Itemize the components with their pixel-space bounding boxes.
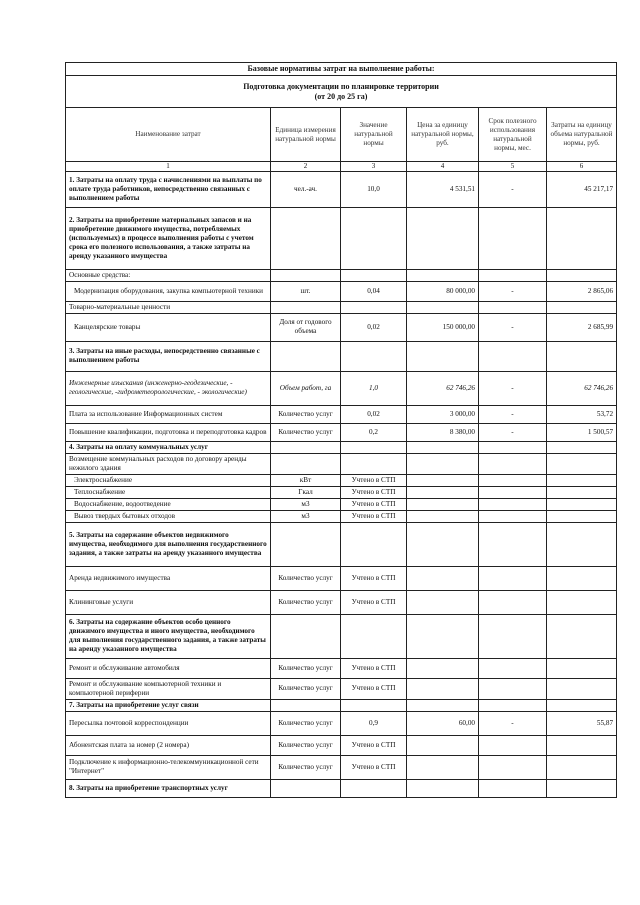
price-cell [407,301,479,313]
price-cell [407,735,479,755]
unit-cell: м3 [271,498,341,510]
norm-value-cell: Учтено в СТП [341,498,407,510]
norm-value-cell [341,614,407,658]
norm-value-cell: 10,0 [341,171,407,207]
cost-cell [547,341,617,371]
column-headers [66,108,617,162]
unit-cell: Доля от годового объема [271,313,341,341]
term-cell [479,735,547,755]
term-cell [479,510,547,522]
table-row [66,171,617,207]
term-cell [479,207,547,269]
col-header-value: Значение натуральной нормы [341,108,407,162]
norm-value-cell: Учтено в СТП [341,566,407,590]
cost-cell: 2 865,06 [547,281,617,301]
norm-value-cell: 0,2 [341,423,407,441]
cost-cell [547,207,617,269]
unit-cell: Объем работ, га [271,371,341,405]
cost-item-name: Клининговые услуги [66,590,271,614]
cost-cell: 45 217,17 [547,171,617,207]
norm-value-cell [341,207,407,269]
norm-value-cell: 0,9 [341,711,407,735]
unit-cell: шт. [271,281,341,301]
col-num: 1 [66,162,271,172]
table-row [66,486,617,498]
unit-cell [271,614,341,658]
table-row [66,590,617,614]
unit-cell: Количество услуг [271,711,341,735]
price-cell [407,614,479,658]
term-cell [479,678,547,699]
unit-cell: Количество услуг [271,735,341,755]
col-header-name: Наименование затрат [66,108,271,162]
price-cell [407,453,479,474]
table-row [66,755,617,779]
cost-cell [547,486,617,498]
norm-value-cell [341,269,407,281]
table-row [66,614,617,658]
unit-cell [271,341,341,371]
term-cell: - [479,371,547,405]
table-row [66,269,617,281]
term-cell [479,566,547,590]
norm-value-cell [341,441,407,453]
cost-item-name: Инженерные изыскания (инженерно-геодезические, - геологические, -гидрометеорологические, - экологические) [66,371,271,405]
cost-cell [547,699,617,711]
term-cell [479,341,547,371]
price-cell [407,566,479,590]
table-row [66,441,617,453]
col-num: 4 [407,162,479,172]
table-row [66,658,617,678]
unit-cell [271,779,341,797]
cost-item-name: 6. Затраты на содержание объектов особо ценного движимого имущества и иного имущества, необходимого для выполнения государственного задания, а также затраты на аренду указанного имущества [66,614,271,658]
price-cell: 8 380,00 [407,423,479,441]
unit-cell: Количество услуг [271,755,341,779]
column-numbers [66,162,617,172]
norm-value-cell: Учтено в СТП [341,678,407,699]
cost-cell [547,301,617,313]
cost-item-name: Возмещение коммунальных расходов по договору аренды нежилого здания [66,453,271,474]
cost-item-name: Электроснабжение [66,474,271,486]
cost-item-name: Ремонт и обслуживание автомобиля [66,658,271,678]
cost-item-name: Повышение квалификации, подготовка и переподготовка кадров [66,423,271,441]
unit-cell: кВт [271,474,341,486]
term-cell: - [479,405,547,423]
price-cell [407,590,479,614]
table-row [66,371,617,405]
cost-item-name: Водоснабжение, водоотведение [66,498,271,510]
unit-cell [271,522,341,566]
norm-value-cell: Учтено в СТП [341,755,407,779]
price-cell [407,486,479,498]
norm-value-cell: Учтено в СТП [341,658,407,678]
term-cell: - [479,171,547,207]
table-row [66,313,617,341]
col-header-unit: Единица измерения натуральной нормы [271,108,341,162]
cost-norms-sheet [65,62,616,798]
table-row [66,301,617,313]
price-cell [407,699,479,711]
price-cell: 80 000,00 [407,281,479,301]
unit-cell [271,207,341,269]
norm-value-cell: 0,02 [341,405,407,423]
price-cell [407,269,479,281]
col-header-term: Срок полезного использования натуральной нормы, мес. [479,108,547,162]
unit-cell [271,301,341,313]
price-cell [407,498,479,510]
cost-item-name: Канцелярские товары [66,313,271,341]
price-cell [407,678,479,699]
table-row [66,498,617,510]
col-num: 3 [341,162,407,172]
table-row [66,735,617,755]
cost-item-name: 8. Затраты на приобретение транспортных услуг [66,779,271,797]
cost-cell [547,755,617,779]
cost-item-name: 7. Затраты на приобретение услуг связи [66,699,271,711]
table-row [66,779,617,797]
unit-cell: чел.-ач. [271,171,341,207]
cost-item-name: 1. Затраты на оплату труда с начислениями на выплаты по оплате труда работников, непосредственно связанных с выполнением работы [66,171,271,207]
term-cell [479,453,547,474]
unit-cell [271,453,341,474]
unit-cell: Гкал [271,486,341,498]
col-header-price: Цена за единицу натуральной нормы, руб. [407,108,479,162]
cost-cell [547,498,617,510]
cost-cell [547,269,617,281]
unit-cell [271,441,341,453]
cost-item-name: 4. Затраты на оплату коммунальных услуг [66,441,271,453]
norm-value-cell [341,699,407,711]
table-row [66,566,617,590]
price-cell [407,207,479,269]
price-cell [407,755,479,779]
term-cell [479,699,547,711]
price-cell [407,510,479,522]
cost-item-name: Подключение к информационно-телекоммуникационной сети "Интернет" [66,755,271,779]
cost-cell [547,474,617,486]
norm-value-cell: 1,0 [341,371,407,405]
price-cell: 60,00 [407,711,479,735]
unit-cell: Количество услуг [271,678,341,699]
cost-cell [547,453,617,474]
table-row [66,699,617,711]
cost-item-name: Товарно-материальные ценности [66,301,271,313]
cost-item-name: Плата за использование Информационных систем [66,405,271,423]
norm-value-cell: Учтено в СТП [341,486,407,498]
table-row [66,405,617,423]
cost-item-name: 5. Затраты на содержание объектов недвижимого имущества, необходимого для выполнения государственного задания, а также затраты на аренду указанного имущества [66,522,271,566]
unit-cell [271,269,341,281]
cost-item-name: Ремонт и обслуживание компьютерной техники и компьютерной периферии [66,678,271,699]
cost-cell [547,614,617,658]
term-cell [479,779,547,797]
table-row [66,281,617,301]
table-row [66,423,617,441]
area-range: (от 20 до 25 га) [314,91,368,101]
term-cell: - [479,711,547,735]
cost-cell [547,522,617,566]
col-num: 6 [547,162,617,172]
price-cell: 4 531,51 [407,171,479,207]
term-cell [479,486,547,498]
price-cell [407,779,479,797]
term-cell: - [479,313,547,341]
price-cell [407,658,479,678]
price-cell: 3 000,00 [407,405,479,423]
table-row [66,522,617,566]
norm-value-cell [341,301,407,313]
table-title: Базовые нормативы затрат на выполнение работы: [66,63,617,76]
norm-value-cell: Учтено в СТП [341,510,407,522]
cost-cell [547,590,617,614]
term-cell: - [479,281,547,301]
cost-cell: 62 746,26 [547,371,617,405]
table-row [66,474,617,486]
cost-cell [547,658,617,678]
table-row [66,453,617,474]
term-cell [479,301,547,313]
unit-cell: м3 [271,510,341,522]
cost-item-name: 3. Затраты на иные расходы, непосредственно связанные с выполнением работы [66,341,271,371]
price-cell [407,441,479,453]
term-cell [479,658,547,678]
unit-cell: Количество услуг [271,590,341,614]
cost-item-name: 2. Затраты на приобретение материальных запасов и на приобретение движимого имущества, потребляемых (используемых) в процессе выполнения работы с учетом срока его полезного использования, а также затраты на аренду указанного имущества [66,207,271,269]
price-cell [407,474,479,486]
term-cell [479,522,547,566]
col-num: 5 [479,162,547,172]
cost-cell: 55,87 [547,711,617,735]
unit-cell [271,699,341,711]
price-cell: 150 000,00 [407,313,479,341]
cost-cell: 1 500,57 [547,423,617,441]
norm-value-cell: Учтено в СТП [341,735,407,755]
cost-item-name: Аренда недвижимого имущества [66,566,271,590]
cost-item-name: Теплоснабжение [66,486,271,498]
col-num: 2 [271,162,341,172]
cost-norms-table [65,62,617,798]
term-cell [479,498,547,510]
price-cell [407,522,479,566]
table-subtitle [66,76,617,108]
cost-cell: 53,72 [547,405,617,423]
term-cell [479,441,547,453]
cost-cell [547,441,617,453]
table-row [66,341,617,371]
cost-item-name: Вывоз твердых бытовых отходов [66,510,271,522]
unit-cell: Количество услуг [271,405,341,423]
norm-value-cell [341,341,407,371]
cost-item-name: Абонентская плата за номер (2 номера) [66,735,271,755]
cost-cell [547,510,617,522]
norm-value-cell: 0,02 [341,313,407,341]
price-cell [407,341,479,371]
table-row [66,678,617,699]
term-cell [479,269,547,281]
norm-value-cell [341,453,407,474]
norm-value-cell: Учтено в СТП [341,474,407,486]
price-cell: 62 746,26 [407,371,479,405]
term-cell [479,614,547,658]
norm-value-cell [341,779,407,797]
norm-value-cell: 0,04 [341,281,407,301]
cost-cell [547,735,617,755]
term-cell [479,755,547,779]
norm-value-cell: Учтено в СТП [341,590,407,614]
norm-value-cell [341,522,407,566]
unit-cell: Количество услуг [271,566,341,590]
table-row [66,510,617,522]
cost-item-name: Основные средства: [66,269,271,281]
cost-cell: 2 685,99 [547,313,617,341]
cost-item-name: Пересылка почтовой корреспонденции [66,711,271,735]
term-cell: - [479,423,547,441]
cost-cell [547,566,617,590]
unit-cell: Количество услуг [271,658,341,678]
table-row [66,207,617,269]
cost-cell [547,779,617,797]
table-row [66,711,617,735]
cost-item-name: Модернизация оборудования, закупка компьютерной техники [66,281,271,301]
cost-cell [547,678,617,699]
work-name: Подготовка документации по планировке территории [243,81,439,91]
unit-cell: Количество услуг [271,423,341,441]
term-cell [479,590,547,614]
term-cell [479,474,547,486]
col-header-cost: Затраты на единицу объема натуральной нормы, руб. [547,108,617,162]
